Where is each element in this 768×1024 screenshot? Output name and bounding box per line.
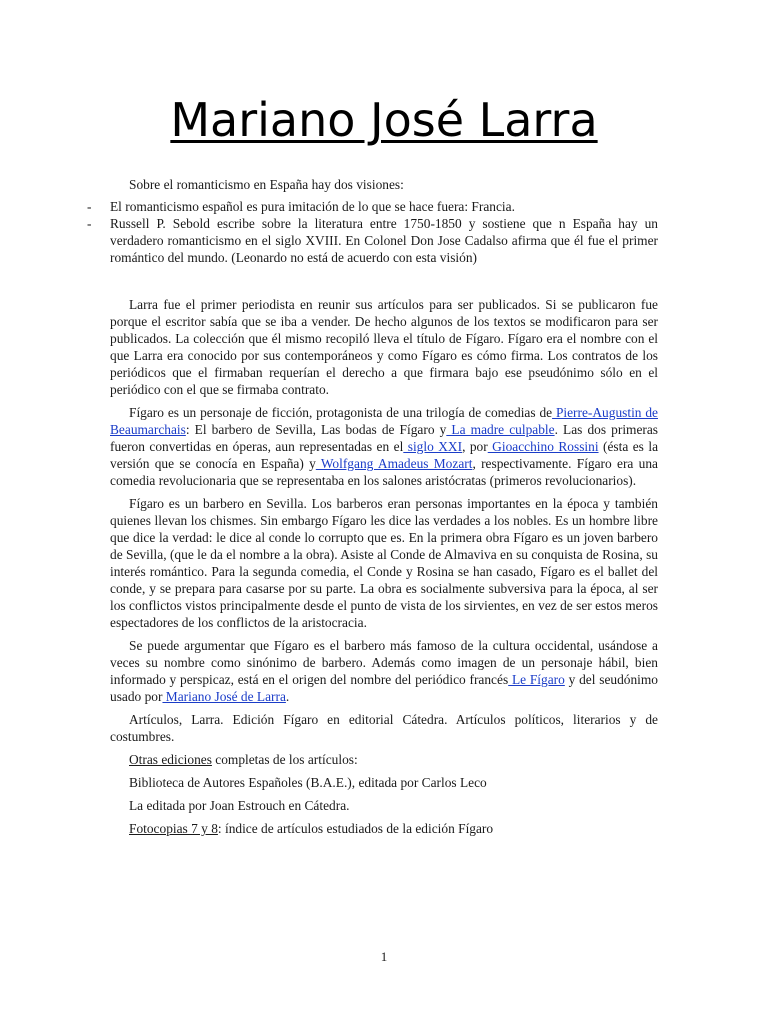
paragraph-otras-ediciones: Otras ediciones completas de los artículos: [129, 752, 358, 767]
bullet-dash: - [87, 216, 92, 231]
list-item-text: El romanticismo español es pura imitación de lo que se hace fuera: Francia. [110, 199, 515, 214]
link-le-figaro[interactable]: Le Fígaro [508, 672, 565, 687]
paragraph-articulos: Artículos, Larra. Edición Fígaro en editorial Cátedra. Artículos políticos, literarios y de costumbres. [110, 712, 658, 744]
paragraph-fotocopias: Fotocopias 7 y 8: índice de artículos estudiados de la edición Fígaro [129, 821, 494, 836]
paragraph-larra-periodista: Larra fue el primer periodista en reunir sus artículos para ser publicados. Si se publicaron fue porque el escritor sabía que se iba a vender. De hecho algunos de los textos se modificaron para ser publicados. La colección que él mismo recopiló lleva el título de Fígaro. Fígaro era el nombre con el que Larra era conocido por sus contemporáneos y como Fígaro es cómo firma. Los contratos de los periódicos que el firmaban requerían el derecho a que firmara bajo ese pseudónimo sólo en el periódico con el que se firmaba contrato. [110, 297, 658, 397]
link-mariano-jose-de-larra[interactable]: Mariano José de Larra [162, 689, 286, 704]
page-number: 1 [380, 949, 388, 964]
intro-paragraph: Sobre el romanticismo en España hay dos visiones: [129, 177, 404, 192]
link-beaumarchais[interactable]: Pierre-Augustin de Beaumarchais [110, 405, 658, 437]
paragraph-biblioteca: Biblioteca de Autores Españoles (B.A.E.), editada por Carlos Leco [129, 775, 487, 790]
link-siglo-xxi[interactable]: siglo XXI [403, 439, 463, 454]
document-body [87, 176, 659, 843]
list-item-text: Russell P. Sebold escribe sobre la literatura entre 1750-1850 y sostiene que n España hay un verdadero romanticismo en el siglo XVIII. En Colonel Don Jose Cadalso afirma que él fue el primer romántico del mundo. (Leonardo no está de acuerdo con esta visión) [110, 216, 658, 265]
paragraph-barbero-famoso: Se puede argumentar que Fígaro es el barbero más famoso de la cultura occidental, usándose a veces su nombre como sinónimo de barbero. Además como imagen de un personaje hábil, bien informado y perspicaz, está en el origen del nombre del periódico francés Le Fígaro y del seudónimo usado por Mariano José de Larra. [110, 638, 658, 704]
bullet-dash: - [87, 199, 92, 214]
paragraph-figaro-personaje: Fígaro es un personaje de ficción, protagonista de una trilogía de comedias de Pierre-Augustin de Beaumarchais: El barbero de Sevilla, Las bodas de Fígaro y La madre culpable. Las dos primeras fueron convertidas en óperas, aun representadas en el siglo XXI, por Gioacchino Rossini (ésta es la versión que se conocía en España) y Wolfgang Amadeus Mozart, respectivamente. Fígaro era una comedia revolucionaria que se representaba en los salones aristócratas (primeros revolucionarios). [110, 405, 659, 488]
page-title: Mariano José Larra [170, 93, 598, 147]
link-la-madre-culpable[interactable]: La madre culpable [446, 422, 555, 437]
paragraph-figaro-barbero: Fígaro es un barbero en Sevilla. Los barberos eran personas importantes en la época y también quienes llevan los chismes. Sin embargo Fígaro les dice las verdades a los nobles. Es un hombre libre que dice la verdad: le dice al conde lo corrupto que es. En la primera obra Fígaro es un joven barbero de Sevilla, (que le da el nombre a la obra). Asiste al Conde de Almaviva en su conquista de Rosina, su interés romántico. Para la segunda comedia, el Conde y Rosina se han casado, Fígaro es el ballet del conde, y se prepara para casarse por su parte. La obra es socialmente subversiva para la época, al ser los conflictos vistos principalmente desde el punto de vista de los sirvientes, en vez de ser estos meros espectadores de los conflictos de la aristocracia. [110, 496, 658, 630]
paragraph-estrouch: La editada por Joan Estrouch en Cátedra. [129, 798, 350, 813]
link-gioacchino-rossini[interactable]: Gioacchino Rossini [487, 439, 599, 454]
bullet-list [87, 198, 658, 266]
list-item [87, 198, 658, 215]
list-item [87, 215, 658, 266]
link-wolfgang-amadeus-mozart[interactable]: Wolfgang Amadeus Mozart [315, 456, 473, 471]
